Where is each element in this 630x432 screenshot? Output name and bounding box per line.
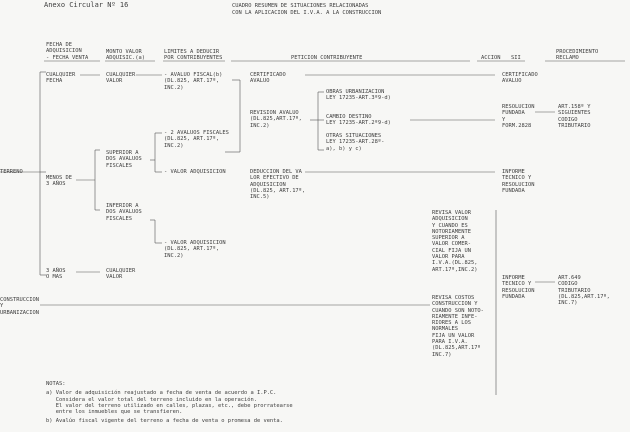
cell-menos-3-anos: MENOS DE 3 AÑOS [46,175,72,188]
col-fecha: FECHA DE ADQUISICION - FECHA VENTA [46,42,89,61]
cell-valor-adquisicion: - VALOR ADQUISICION [164,169,226,175]
row-construccion: CONSTRUCCION Y URBANIZACION [0,297,39,316]
col-procedimiento: PROCEDIMIENTO RECLAMO [556,49,599,62]
annex-label: Anexo Circular Nº 16 [44,1,129,9]
col-monto: MONTO VALOR ADQUISIC.(a) [106,49,145,62]
cell-informe-2: INFORME TECNICO Y RESOLUCION FUNDADA [502,275,535,300]
cell-obras: OBRAS URBANIZACION LEY 17235-ART.3º9-d) [326,89,391,102]
cell-cualquier-valor: CUALQUIER VALOR [106,72,136,85]
col-accion: ACCION [481,55,501,61]
note-a-4: entre los inmuebles que se transfieren. [46,409,183,415]
cell-inferior-avaluos: INFERIOR A DOS AVALUOS FISCALES [106,203,142,222]
cell-3-anos: 3 AÑOS O MAS [46,268,66,281]
cell-revisa-valor: REVISA VALOR ADQUISICION Y CUANDO ES NOTORIAMENTE SUPERIOR A VALOR COMER- CIAL FIJA UN VALOR PARA I.V.A.(DL.825, ART.17º,INC.2) [432,210,478,273]
cell-art649: ART.649 CODIGO TRIBUTARIO (DL.825,ART.17º, INC.7) [558,275,610,307]
cell-otras: OTRAS SITUACIONES LEY 17235-ART.28º- a), b) y c) [326,133,385,152]
title-line-1: CUADRO RESUMEN DE SITUACIONES RELACIONADAS [232,3,369,9]
cell-sii-certificado: CERTIFICADO AVALUO [502,72,538,85]
col-sii: SII [511,55,521,61]
row-terreno: TERRENO [0,169,23,175]
cell-cambio: CAMBIO DESTINO LEY 17235-ART.2º9-d) [326,114,391,127]
cell-deduccion: DEDUCCION DEL VA LOR EFECTIVO DE ADQUISICION (DL.825, ART.17º, INC.5) [250,169,306,201]
note-a-1: a) Valor de adquisición reajustado a fecha de venta de acuerdo a I.P.C. [46,390,277,396]
note-a-3: El valor del terreno utilizado en calles, plazas, etc., debe prorratearse [46,403,293,409]
cell-certificado: CERTIFICADO AVALUO [250,72,286,85]
cell-informe-1: INFORME TECNICO Y RESOLUCION FUNDADA [502,169,535,194]
col-peticion: PETICION CONTRIBUYENTE [291,55,363,61]
cell-avaluo-fiscal: - AVALUO FISCAL(b) (DL.825, ART.17º, INC.2) [164,72,223,91]
col-limites: LIMITES A DEDUCIR POR CONTRIBUYENTES [164,49,223,62]
cell-dos-avaluos: - 2 AVALUOS FISCALES (DL.825, ART.17º, INC.2) [164,130,229,149]
cell-valor-adquisicion-2: - VALOR ADQUISICION (DL.825, ART.17º, INC.2) [164,240,226,259]
cell-revision: REVISION AVALUO (DL.825,ART.17º, INC.2) [250,110,302,129]
cell-cualquier-valor-2: CUALQUIER VALOR [106,268,136,281]
cell-resolucion-fundada: RESOLUCION FUNDADA Y FORM.2828 [502,104,535,129]
cell-cualquier-fecha: CUALQUIER FECHA [46,72,76,85]
cell-superior-avaluos: SUPERIOR A DOS AVALUOS FISCALES [106,150,142,169]
cell-revisa-costos: REVISA COSTOS CONSTRUCCION Y CUANDO SON NOTO- RIAMENTE INFE- RIORES A LOS NORMALES FIJA UN VALOR PARA I.V.A. (DL.825,ART.17º INC.7) [432,295,484,358]
title-line-2: CON LA APLICACION DEL I.V.A. A LA CONSTRUCCION [232,10,382,16]
cell-art158: ART.158º Y SIGUIENTES CODIGO TRIBUTARIO [558,104,591,129]
note-a-2: Considera el valor total del terreno incluido en la operación. [46,397,257,403]
note-b-1: b) Avalúo fiscal vigente del terreno a fecha de venta o promesa de venta. [46,418,283,424]
notes-heading: NOTAS: [46,381,66,387]
